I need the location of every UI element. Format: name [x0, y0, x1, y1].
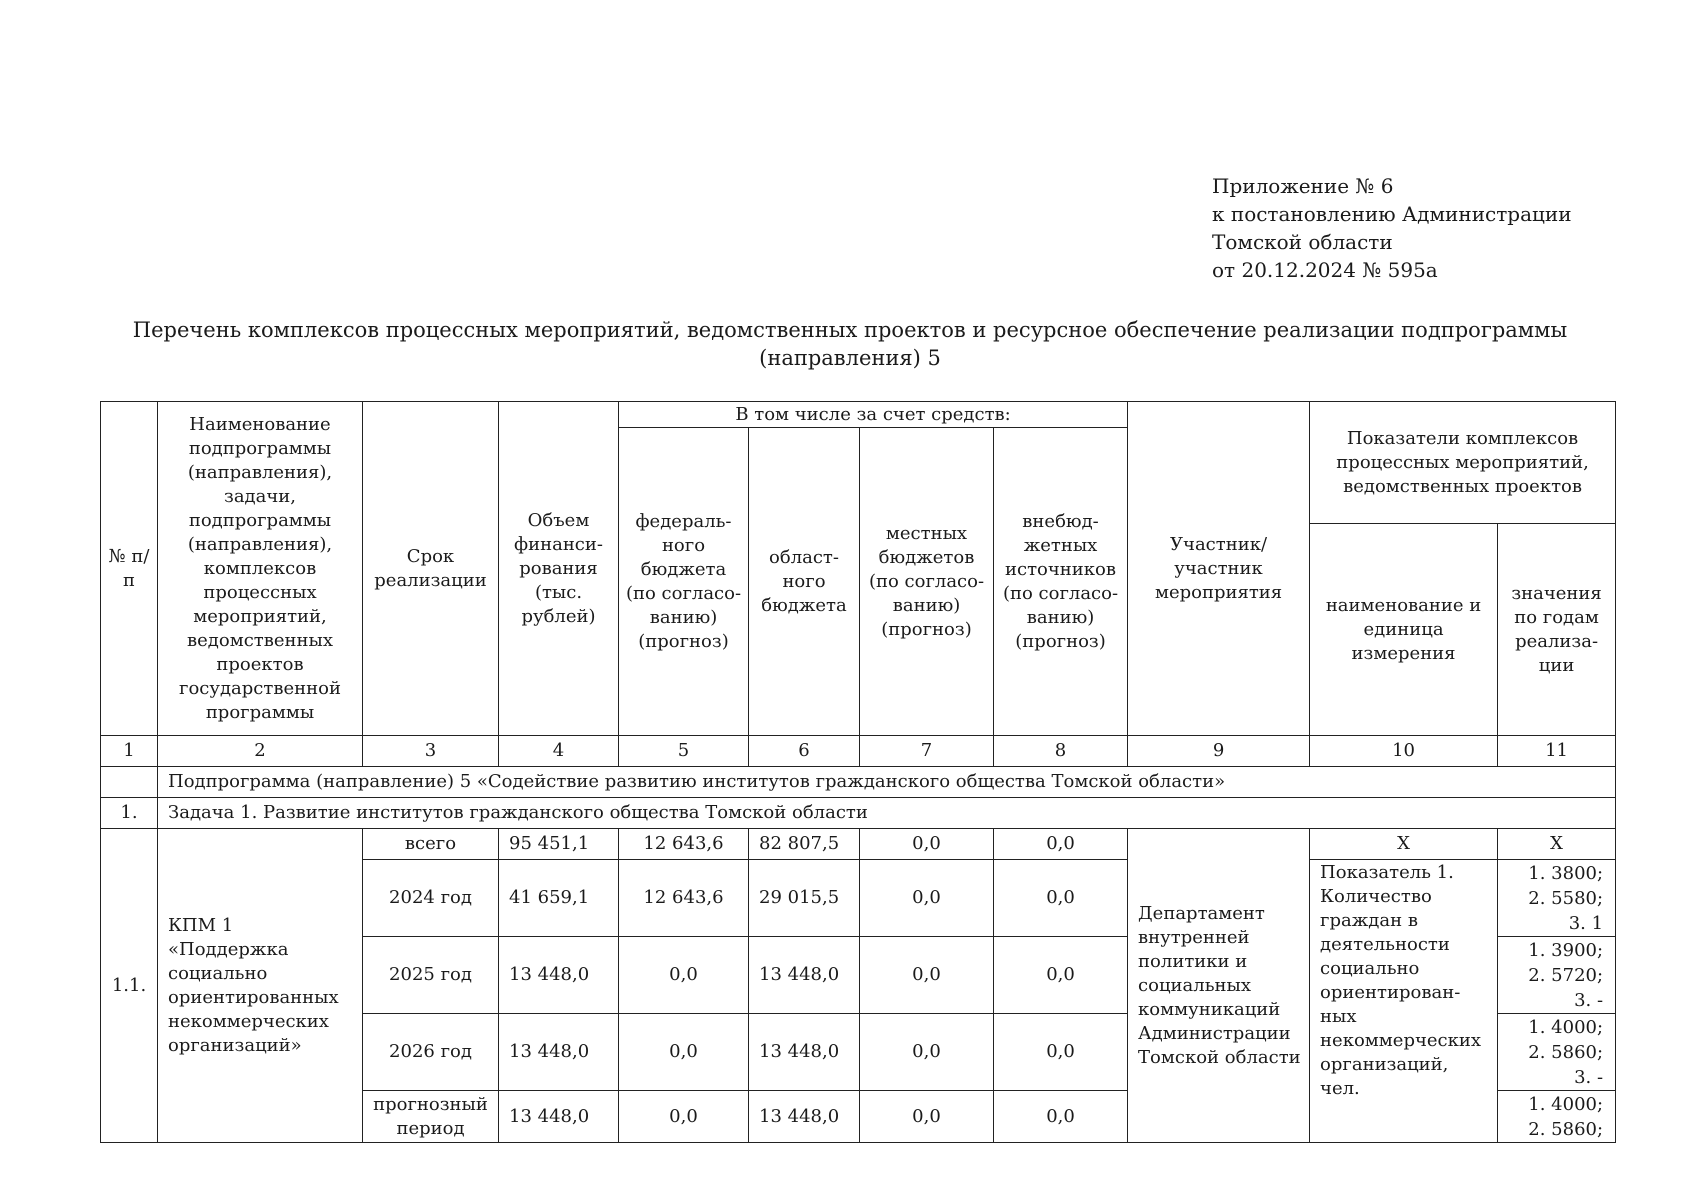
row-extra: 0,0 — [994, 860, 1128, 937]
row-regional: 13 448,0 — [749, 1014, 860, 1091]
header-local: местных бюджетов (по согласо-ванию) (прогноз) — [860, 428, 994, 736]
indicator-value: 2. 5720; — [1528, 964, 1604, 986]
row-federal: 0,0 — [619, 937, 749, 1014]
task-num: 1. — [101, 798, 158, 829]
row-local: 0,0 — [860, 1091, 994, 1143]
header-ind-values: значения по годам реализа-ции — [1498, 524, 1616, 736]
row-volume: 13 448,0 — [499, 1091, 619, 1143]
task-title: Задача 1. Развитие институтов гражданского общества Томской области — [158, 798, 1616, 829]
resource-table — [100, 401, 1616, 1143]
indicator-value: 2. 5860; — [1528, 1041, 1604, 1063]
row-local: 0,0 — [860, 937, 994, 1014]
row-regional: 13 448,0 — [749, 1091, 860, 1143]
col-number: 2 — [158, 736, 363, 767]
appendix-line: Томской области — [1212, 230, 1393, 254]
header-num: № п/п — [101, 402, 158, 736]
indicator-values-2026 — [1498, 1014, 1616, 1091]
indicator-values-2024 — [1498, 860, 1616, 937]
row-extra: 0,0 — [994, 1091, 1128, 1143]
col-number: 8 — [994, 736, 1128, 767]
row-term: прогнозный период — [363, 1091, 499, 1143]
indicator-value: 3. - — [1574, 1066, 1604, 1088]
document-title — [100, 316, 1600, 372]
row-volume: 41 659,1 — [499, 860, 619, 937]
row-local: 0,0 — [860, 1014, 994, 1091]
header-ind-name: наименование и единица измерения — [1310, 524, 1498, 736]
subprogram-num — [101, 767, 158, 798]
header-term: Срок реализации — [363, 402, 499, 736]
indicator-value: 3. - — [1574, 989, 1604, 1011]
indicator-values-2025 — [1498, 937, 1616, 1014]
kpm-name: КПМ 1 «Поддержка социально ориентированных некоммерческих организаций» — [158, 829, 363, 1143]
header-name: Наименование подпрограммы (направления), задачи, подпрограммы (направления), комплексов процессных мероприятий, ведомственных проектов государственной программы — [158, 402, 363, 736]
indicator-total-values: Х — [1498, 829, 1616, 860]
indicator-value: 1. 4000; — [1528, 1016, 1604, 1038]
indicator-value: 1. 4000; — [1528, 1093, 1604, 1115]
row-volume: 95 451,1 — [499, 829, 619, 860]
col-number: 9 — [1128, 736, 1310, 767]
row-federal: 0,0 — [619, 1091, 749, 1143]
indicator-value: 2. 5860; — [1528, 1118, 1604, 1140]
col-number: 5 — [619, 736, 749, 767]
row-extra: 0,0 — [994, 1014, 1128, 1091]
row-extra: 0,0 — [994, 829, 1128, 860]
header-including: В том числе за счет средств: — [619, 402, 1128, 428]
title-line: Перечень комплексов процессных мероприятий, ведомственных проектов и ресурсное обеспечение реализации подпрограммы — [132, 318, 1568, 342]
col-number: 10 — [1310, 736, 1498, 767]
header-volume: Объем финанси-рования (тыс. рублей) — [499, 402, 619, 736]
indicator-value: 1. 3900; — [1528, 939, 1604, 961]
appendix-line: к постановлению Администрации — [1212, 202, 1572, 226]
kpm-participant: Департамент внутренней политики и социальных коммуникаций Администрации Томской области — [1128, 829, 1310, 1143]
row-term: 2024 год — [363, 860, 499, 937]
col-number: 11 — [1498, 736, 1616, 767]
row-local: 0,0 — [860, 829, 994, 860]
row-volume: 13 448,0 — [499, 937, 619, 1014]
header-regional: област-ного бюджета — [749, 428, 860, 736]
row-federal: 12 643,6 — [619, 829, 749, 860]
header-extra: внебюд-жетных источников (по согласо-ванию) (прогноз) — [994, 428, 1128, 736]
row-term: 2026 год — [363, 1014, 499, 1091]
col-number: 7 — [860, 736, 994, 767]
col-number: 4 — [499, 736, 619, 767]
row-term: 2025 год — [363, 937, 499, 1014]
row-federal: 12 643,6 — [619, 860, 749, 937]
row-volume: 13 448,0 — [499, 1014, 619, 1091]
subprogram-title: Подпрограмма (направление) 5 «Содействие развитию институтов гражданского общества Томской области» — [158, 767, 1616, 798]
row-federal: 0,0 — [619, 1014, 749, 1091]
indicator-values-forecast — [1498, 1091, 1616, 1143]
col-number: 1 — [101, 736, 158, 767]
indicator-value: 1. 3800; — [1528, 862, 1604, 884]
indicator-total: Х — [1310, 829, 1498, 860]
indicator-name: Показатель 1. Количество граждан в деятельности социально ориентирован-ных некоммерческих организаций, чел. — [1310, 860, 1498, 1143]
col-number: 3 — [363, 736, 499, 767]
col-number: 6 — [749, 736, 860, 767]
header-indicators: Показатели комплексов процессных мероприятий, ведомственных проектов — [1310, 402, 1616, 524]
row-extra: 0,0 — [994, 937, 1128, 1014]
row-regional: 29 015,5 — [749, 860, 860, 937]
appendix-block — [1212, 172, 1572, 284]
title-line: (направления) 5 — [759, 346, 941, 370]
appendix-line: Приложение № 6 — [1212, 174, 1394, 198]
kpm-num: 1.1. — [101, 829, 158, 1143]
indicator-value: 3. 1 — [1568, 912, 1604, 934]
row-regional: 82 807,5 — [749, 829, 860, 860]
row-regional: 13 448,0 — [749, 937, 860, 1014]
row-local: 0,0 — [860, 860, 994, 937]
header-participant: Участник/ участник мероприятия — [1128, 402, 1310, 736]
header-federal: федераль-ного бюджета (по согласо-ванию) (прогноз) — [619, 428, 749, 736]
appendix-line: от 20.12.2024 № 595а — [1212, 258, 1438, 282]
indicator-value: 2. 5580; — [1528, 887, 1604, 909]
row-term: всего — [363, 829, 499, 860]
